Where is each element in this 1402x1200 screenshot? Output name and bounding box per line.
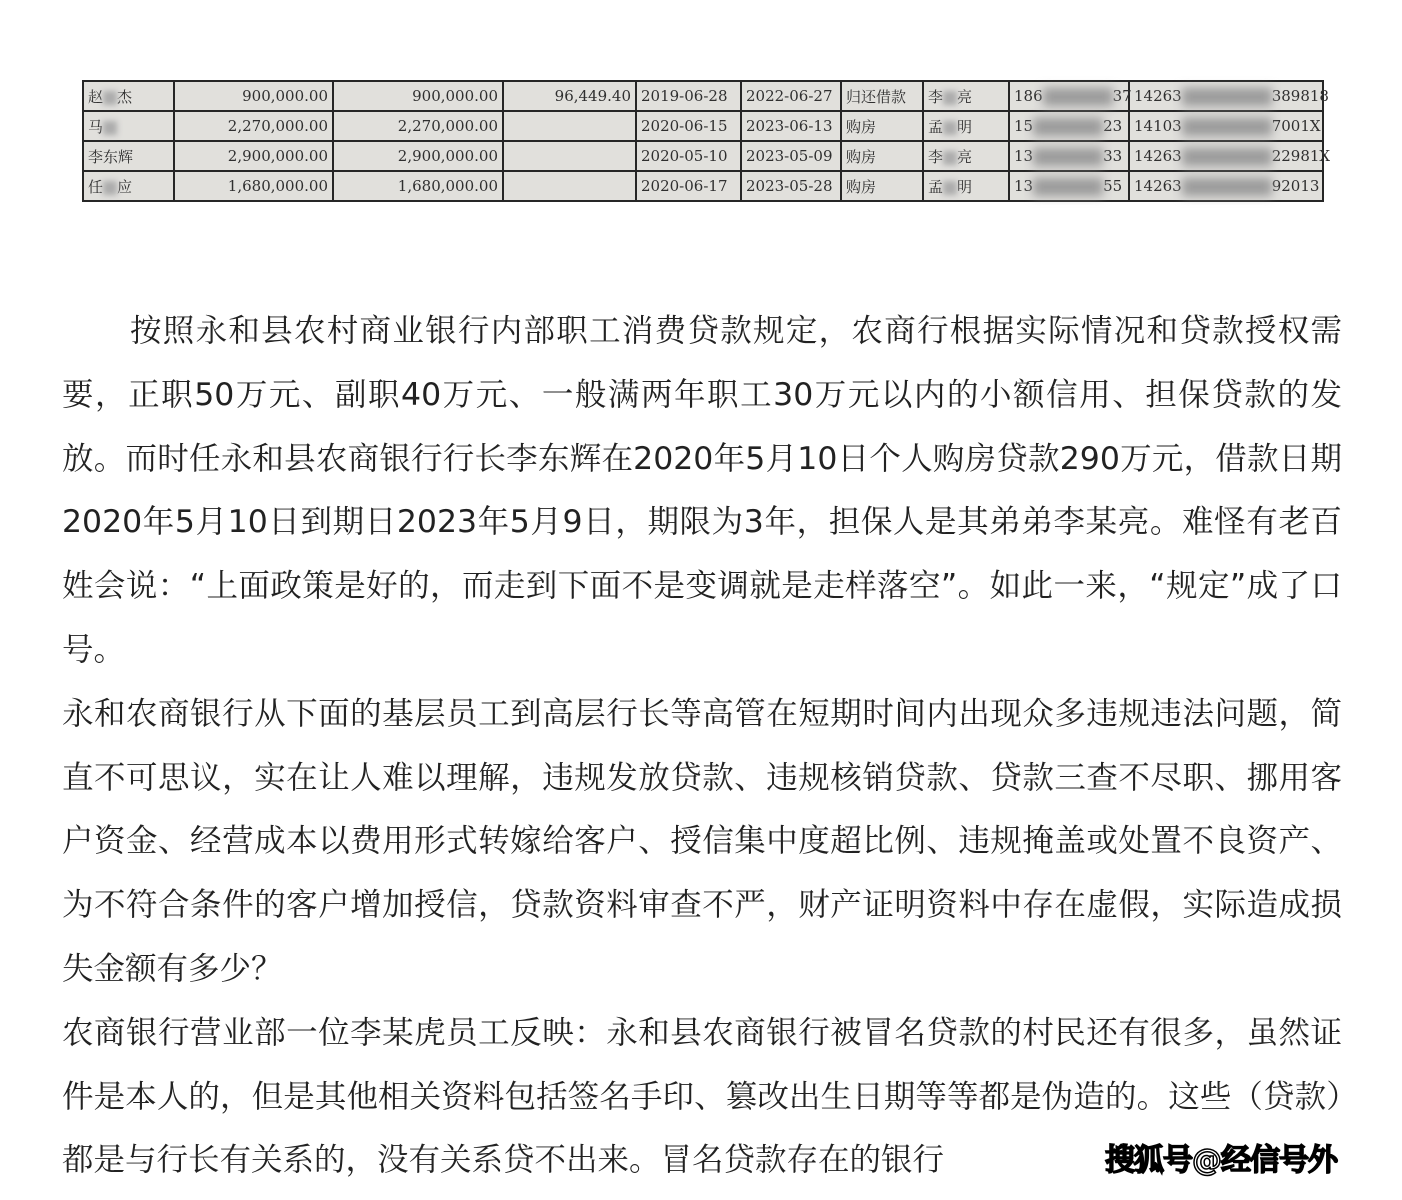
cell-text: 2,270,000.00 (397, 117, 498, 135)
cell-text: 明 (957, 177, 973, 196)
table-cell (83, 171, 174, 201)
table-cell (923, 111, 1009, 141)
cell-text: 明 (957, 117, 973, 136)
paragraph: 永和农商银行从下面的基层员工到高层行长等高管在短期时间内出现众多违规违法问题，简直不可思议，实在让人难以理解，违规发放贷款、违规核销贷款、贷款三查不尽职、挪用客户资金、经营成本以费用形式转嫁给客户、授信集中度超比例、违规掩盖或处置不良资产、为不符合条件的客户增加授信，贷款资料审查不严，财产证明资料中存在虚假，实际造成损失金额有多少？ (62, 695, 1342, 987)
table-cell (636, 81, 741, 111)
cell-text: 购房 (846, 147, 877, 166)
cell-text: 李 (928, 147, 944, 166)
table-cell (83, 81, 174, 111)
table-row (83, 171, 1323, 201)
table-cell (1009, 81, 1132, 111)
cell-text: 92013 (1271, 176, 1320, 195)
cell-text: 37 (1112, 86, 1132, 105)
table-cell (1009, 141, 1129, 171)
table-cell (1129, 111, 1323, 141)
table-cell (741, 171, 841, 201)
table-cell (923, 141, 1009, 171)
cell-text: 1,680,000.00 (397, 177, 498, 195)
table-cell (333, 111, 503, 141)
cell-text: 1,680,000.00 (227, 177, 328, 195)
table-cell (503, 171, 636, 201)
table-row (83, 111, 1323, 141)
cell-text: 186 (1014, 86, 1043, 105)
cell-text: 13 (1014, 146, 1034, 165)
cell-text: 孟 (928, 117, 944, 136)
cell-text: 23 (1103, 116, 1123, 135)
cell-text: 赵 (88, 87, 104, 106)
cell-text: 李东辉 (88, 147, 134, 166)
cell-text: 2,900,000.00 (397, 147, 498, 165)
cell-text: 22981X (1271, 146, 1331, 165)
cell-text: 李 (928, 87, 944, 106)
cell-text: 2,900,000.00 (227, 147, 328, 165)
cell-text: 2020-05-10 (641, 147, 728, 165)
table-cell (841, 81, 923, 111)
table-cell (1009, 111, 1129, 141)
cell-text: 14263 (1134, 146, 1182, 165)
cell-text: 13 (1014, 176, 1034, 195)
cell-text: 14103 (1134, 116, 1182, 135)
cell-text: 900,000.00 (412, 87, 498, 105)
table-cell (1129, 141, 1331, 171)
table-cell (636, 171, 741, 201)
cell-text: 14263 (1134, 86, 1182, 105)
table-row (83, 141, 1323, 171)
cell-text: 2023-06-13 (746, 117, 833, 135)
article-body (62, 300, 1342, 1193)
paragraph: 农商银行营业部一位李某虎员工反映：永和县农商银行被冒名贷款的村民还有很多，虽然证件是本人的，但是其他相关资料包括签名手印、篡改出生日期等等都是伪造的。这些（贷款）都是与行长有关系的，没有关系贷不出来。冒名贷款存在的银行 (62, 1014, 1342, 1179)
image-watermark: 搜狐号@经信号外 (1202, 249, 1322, 302)
cell-text: 33 (1103, 146, 1123, 165)
table-cell (636, 141, 741, 171)
cell-text: 孟 (928, 177, 944, 196)
table-cell (841, 141, 923, 171)
cell-text: 马 (88, 117, 104, 136)
cell-text: 购房 (846, 177, 877, 196)
cell-text: 389818 (1271, 86, 1329, 105)
cell-text: 2020-06-15 (641, 117, 728, 135)
table-cell (741, 141, 841, 171)
table-cell (1009, 171, 1129, 201)
paragraph: 按照永和县农村商业银行内部职工消费贷款规定，农商行根据实际情况和贷款授权需要，正职50万元、副职40万元、一般满两年职工30万元以内的小额信用、担保贷款的发放。而时任永和县农商银行行长李东辉在2020年5月10日个人购房贷款290万元，借款日期2020年5月10日到期日2023年5月9日，期限为3年，担保人是其弟弟李某亮。难怪有老百姓会说：“上面政策是好的，而走到下面不是变调就是走样落空”。如此一来，“规定”成了口号。 (62, 313, 1342, 668)
table-cell (636, 111, 741, 141)
cell-text: 2023-05-28 (746, 177, 833, 195)
cell-text: 亮 (957, 147, 973, 166)
cell-text: 900,000.00 (242, 87, 328, 105)
table-cell (333, 81, 503, 111)
table-cell (174, 141, 333, 171)
table-cell (1129, 171, 1323, 201)
table-cell (841, 111, 923, 141)
cell-text: 55 (1103, 176, 1123, 195)
cell-text: 亮 (957, 87, 973, 106)
cell-text: 2023-05-09 (746, 147, 833, 165)
table-cell (83, 141, 174, 171)
table-cell (923, 81, 1009, 111)
cell-text: 2022-06-27 (746, 87, 833, 105)
table-cell (503, 141, 636, 171)
cell-text: 2020-06-17 (641, 177, 728, 195)
table-cell (741, 111, 841, 141)
cell-text: 任 (88, 177, 104, 196)
loan-table (82, 80, 1331, 202)
cell-text: 96,449.40 (554, 87, 631, 105)
table-cell (923, 171, 1009, 201)
watermark: 搜狐号@经信号外 (1105, 1143, 1337, 1178)
cell-text: 归还借款 (846, 87, 907, 106)
cell-text: 购房 (846, 117, 877, 136)
cell-text: 7001X (1271, 116, 1321, 135)
cell-text: 杰 (117, 87, 133, 106)
cell-text: 2,270,000.00 (227, 117, 328, 135)
table-cell (174, 111, 333, 141)
table-cell (503, 81, 636, 111)
table-cell (503, 111, 636, 141)
table-cell (841, 171, 923, 201)
table-cell (741, 81, 841, 111)
cell-text: 15 (1014, 116, 1034, 135)
cell-text: 2019-06-28 (641, 87, 728, 105)
table-cell (83, 111, 174, 141)
table-cell (333, 171, 503, 201)
table-cell (333, 141, 503, 171)
cell-text: 14263 (1134, 176, 1182, 195)
table-cell (174, 81, 333, 111)
cell-text: 应 (117, 177, 133, 196)
loan-table-photo (82, 80, 1331, 302)
table-cell (1129, 81, 1329, 111)
table-row (83, 81, 1323, 111)
table-cell (174, 171, 333, 201)
